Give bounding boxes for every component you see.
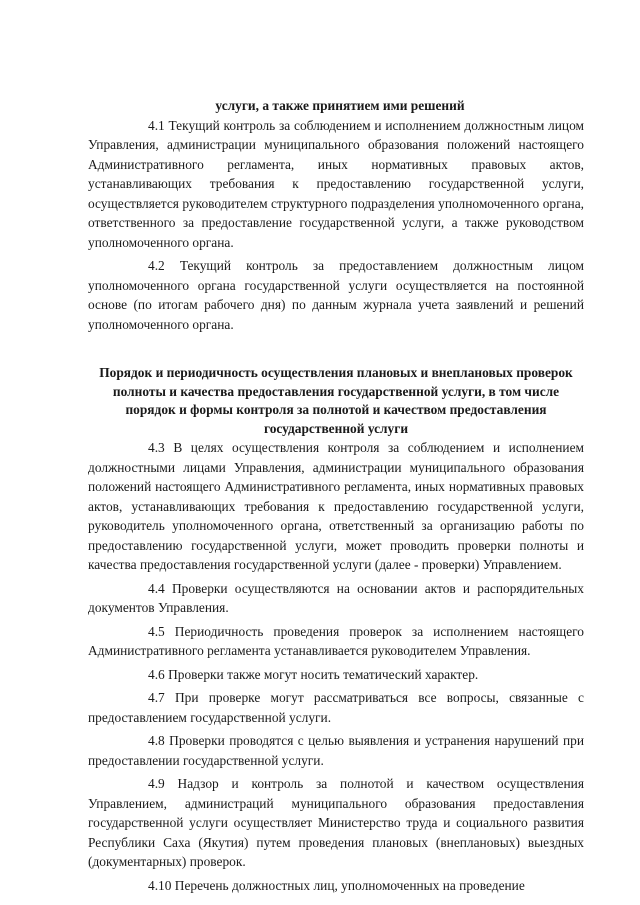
paragraph-text: Надзор и контроль за полнотой и качеством осуществления Управлением, администраций муниципального образования предоставления государственной услуги осуществляет Министерство труда и социального развития Республики Саха (Якутия) путем проведения плановых (внеплановых) выездных (документарных) проверок. bbox=[88, 776, 584, 869]
paragraph-4-10 bbox=[88, 876, 584, 896]
paragraph-number: 4.4 bbox=[148, 580, 165, 596]
paragraph-number: 4.7 bbox=[148, 690, 165, 705]
paragraph-number: 4.10 bbox=[148, 877, 172, 893]
paragraph-text: В целях осуществления контроля за соблюдением и исполнением должностными лицами Управления, администрации муниципального образования положений настоящего Административного регламента, иных нормативных правовых актов, устанавливающих требования к предоставлению государственной услуги, руководитель уполномоченного органа, ответственный за организацию работы по предоставлению государственной услуги, может проводить проверки полноты и качества предоставления государственной услуги (далее - проверки) Управлением. bbox=[88, 440, 584, 572]
paragraph-number: 4.2 bbox=[148, 258, 165, 273]
paragraph-4-3 bbox=[88, 438, 584, 575]
paragraph-text: Периодичность проведения проверок за исполнением настоящего Административного регламента устанавливается руководителем Управления. bbox=[88, 623, 584, 658]
paragraph-number: 4.1 bbox=[148, 117, 165, 133]
paragraph-number: 4.3 bbox=[148, 440, 165, 455]
paragraph-4-6 bbox=[88, 665, 584, 685]
subsection-heading-end: услуги, а также принятием ими решений bbox=[215, 98, 465, 113]
paragraph-number: 4.5 bbox=[148, 623, 165, 639]
paragraph-number: 4.6 bbox=[148, 666, 165, 682]
section-heading: Порядок и периодичность осуществления плановых и внеплановых проверок полноты и качества предоставления государственной услуги, в том числе порядок и формы контроля за полнотой и качеством предоставления государственной услуги bbox=[99, 365, 573, 436]
paragraph-4-7 bbox=[88, 688, 584, 727]
paragraph-4-4 bbox=[88, 579, 584, 618]
paragraph-4-1 bbox=[88, 116, 584, 253]
paragraph-text: Текущий контроль за соблюдением и исполнением должностным лицом Управления, администрации муниципального образования положений настоящего Административного регламента, иных нормативных правовых актов, устанавливающих требования к предоставлению государственной услуги, осуществляется руководителем структурного подразделения уполномоченного органа, ответственного за предоставление государственной услуги, а также руководством уполномоченного органа. bbox=[88, 117, 584, 250]
paragraph-text: При проверке могут рассматриваться все вопросы, связанные с предоставлением государственной услуги. bbox=[88, 690, 584, 725]
paragraph-4-8 bbox=[88, 731, 584, 770]
paragraph-text: Перечень должностных лиц, уполномоченных на проведение bbox=[174, 877, 525, 893]
paragraph-4-5 bbox=[88, 622, 584, 661]
paragraph-4-2 bbox=[88, 256, 584, 334]
paragraph-text: Проверки осуществляются на основании актов и распорядительных документов Управления. bbox=[88, 580, 585, 615]
paragraph-text: Текущий контроль за предоставлением должностным лицом уполномоченного органа государственной услуги осуществляется на постоянной основе (по итогам рабочего дня) по данным журнала учета заявлений и решений уполномоченного органа. bbox=[88, 258, 584, 332]
document-page bbox=[88, 96, 584, 895]
paragraph-number: 4.9 bbox=[148, 776, 165, 791]
paragraph-number: 4.8 bbox=[148, 733, 165, 748]
paragraph-text: Проверки проводятся с целью выявления и устранения нарушений при предоставлении государственной услуги. bbox=[88, 733, 584, 768]
paragraph-4-9 bbox=[88, 774, 584, 872]
paragraph-text: Проверки также могут носить тематический характер. bbox=[168, 666, 479, 682]
